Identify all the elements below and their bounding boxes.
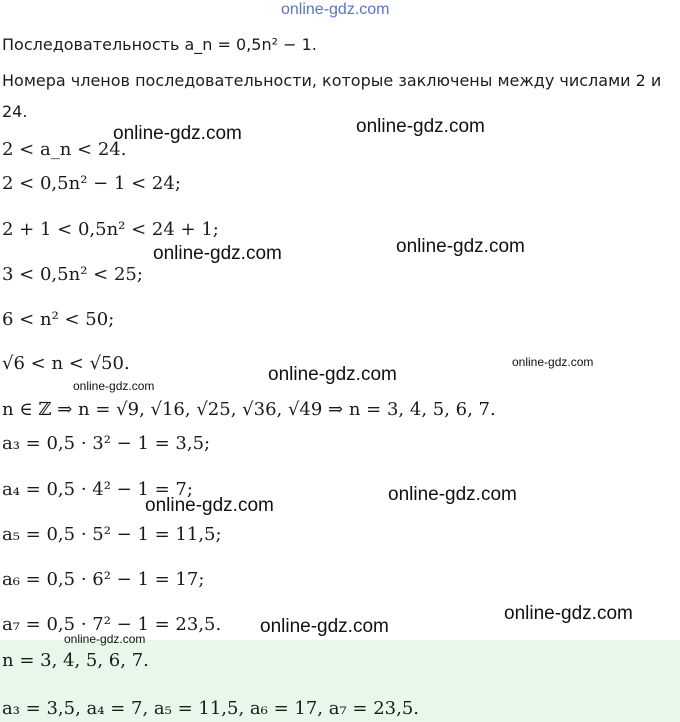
- step-a7: a₇ = 0,5 · 7² − 1 = 23,5.: [2, 614, 222, 635]
- step-a3: a₃ = 0,5 · 3² − 1 = 3,5;: [2, 433, 211, 454]
- watermark: online-gdz.com: [145, 495, 274, 516]
- step-inequality-5: 6 < n² < 50;: [2, 309, 115, 330]
- watermark: online-gdz.com: [396, 236, 525, 257]
- watermark: online-gdz.com: [388, 484, 517, 505]
- watermark: online-gdz.com: [153, 243, 282, 264]
- watermark: online-gdz.com: [504, 603, 633, 624]
- watermark: online-gdz.com: [113, 123, 242, 144]
- watermark: online-gdz.com: [64, 632, 146, 646]
- step-a6: a₆ = 0,5 · 6² − 1 = 17;: [2, 569, 205, 590]
- step-a4: a₄ = 0,5 · 4² − 1 = 7;: [2, 479, 193, 500]
- step-inequality-1: 2 < a_n < 24.: [2, 139, 127, 160]
- watermark: online-gdz.com: [73, 379, 155, 393]
- watermark: online-gdz.com: [512, 355, 594, 369]
- intro-line-3: 24.: [2, 102, 28, 121]
- watermark: online-gdz.com: [268, 364, 397, 385]
- intro-line-1: Последовательность a_n = 0,5n² − 1.: [2, 35, 317, 54]
- step-inequality-6: √6 < n < √50.: [2, 353, 130, 374]
- step-a5: a₅ = 0,5 · 5² − 1 = 11,5;: [2, 524, 222, 545]
- step-inequality-3: 2 + 1 < 0,5n² < 24 + 1;: [2, 219, 219, 240]
- step-inequality-4: 3 < 0,5n² < 25;: [2, 264, 143, 285]
- answer-line-1: n = 3, 4, 5, 6, 7.: [2, 650, 149, 671]
- watermark-top: online-gdz.com: [281, 1, 390, 18]
- answer-line-2: a₃ = 3,5, a₄ = 7, a₅ = 11,5, a₆ = 17, a₇ = 23,5.: [2, 698, 419, 719]
- step-inequality-2: 2 < 0,5n² − 1 < 24;: [2, 173, 181, 194]
- intro-line-2: Номера членов последовательности, которые заключены между числами 2 и: [2, 71, 662, 90]
- watermark: online-gdz.com: [260, 616, 389, 637]
- watermark: online-gdz.com: [356, 116, 485, 137]
- step-integer-values: n ∈ ℤ ⇒ n = √9, √16, √25, √36, √49 ⇒ n = 3, 4, 5, 6, 7.: [2, 399, 496, 420]
